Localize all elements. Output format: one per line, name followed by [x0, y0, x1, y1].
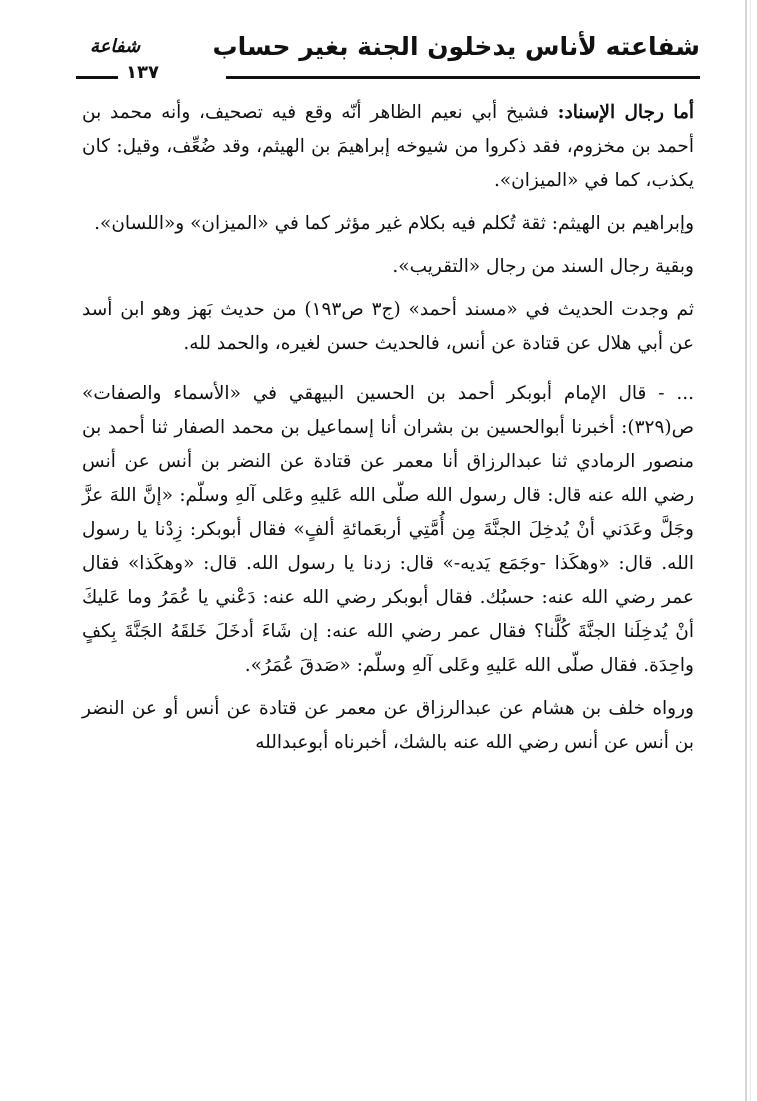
paragraph-hadith: [82, 377, 694, 683]
scan-edge-line: [745, 0, 747, 1101]
paragraph-text: ثم وجدت الحديث في «مسند أحمد» (ج٣ ص١٩٣) من حديث بَهز وهو ابن أسد عن أبي هلال عن قتادة عن أنس، فالحديث حسن لغيره، والحمد لله.: [82, 299, 695, 354]
paragraph-text: وبقية رجال السند من رجال «التقريب».: [392, 256, 694, 277]
series-logo: شفاعة: [90, 36, 141, 57]
paragraph-khalaf-narration: [82, 692, 694, 760]
chapter-title: شفاعته لأناس يدخلون الجنة بغير حساب: [212, 32, 700, 61]
paragraph-text: ... - قال الإمام أبوبكر أحمد بن الحسين البيهقي في «الأسماء والصفات» ص(٣٢٩): أخبرنا أبوالحسين بن بشران أنا إسماعيل بن محمد الصفار ثنا أحمد بن منصور الرمادي ثنا عبدالرزاق أنا معمر عن قتادة عن النضر بن أنس عن أنس رضي الله عنه قال: قال رسول الله صلّى الله عَليهِ وعَلى آلهِ وسلّم: «إنَّ اللهَ عزَّ وجَلَّ وعَدَني أنْ يُدخِلَ الجنَّةَ مِن أُمَّتِي أربعَمائةِ ألفٍ» فقال أبوبكر: زِدْنا يا رسول الله. قال: «وهكَذا -وجَمَع يَديه-» قال: زدنا يا رسول الله. قال: «وهكَذا» فقال عمر رضي الله عنه: حسبُك. فقال أبوبكر رضي الله عنه: دَعْني يا عُمَرُ وما عَليكَ أنْ يُدخِلَنا الجنَّةَ كُلَّنا؟ فقال عمر رضي الله عنه: إن شَاءَ أدخَلَ خَلقَهُ الجَنَّةَ بِكفٍ واحِدَة. فقال صلّى الله عَليهِ وعَلى آلهِ وسلّم: «صَدقَ عُمَرُ».: [82, 383, 694, 676]
paragraph-musnad-ahmad: [82, 293, 694, 361]
paragraph-lead: أما رجال الإسناد:: [557, 102, 694, 123]
body-text: [82, 96, 694, 769]
paragraph-text: ورواه خلف بن هشام عن عبدالرزاق عن معمر عن قتادة عن أنس أو عن النضر بن أنس عن أنس رضي الله عنه بالشك، أخبرناه أبوعبدالله: [82, 698, 694, 753]
page-number: ١٣٧: [126, 62, 159, 83]
running-header: [76, 28, 700, 86]
paragraph-remaining-narrators: [82, 250, 694, 284]
paragraph-isnad-men: [82, 96, 694, 198]
header-rule: [226, 76, 700, 79]
scan-edge-line-faint: [750, 0, 751, 1101]
header-rule-left: [76, 76, 118, 79]
paragraph-text: فشيخ أبي نعيم الظاهر أنّه وقع فيه تصحيف، وأنه محمد بن أحمد بن مخزوم، فقد ذكروا من شيوخه إبراهيمَ بن الهيثم، وقد ضُعِّف، وقيل: كان يكذب، كما في «الميزان».: [82, 102, 695, 191]
paragraph-text: وإبراهيم بن الهيثم: ثقة تُكلم فيه بكلام غير مؤثر كما في «الميزان» و«اللسان».: [94, 213, 694, 234]
paragraph-ibrahim: [82, 207, 694, 241]
